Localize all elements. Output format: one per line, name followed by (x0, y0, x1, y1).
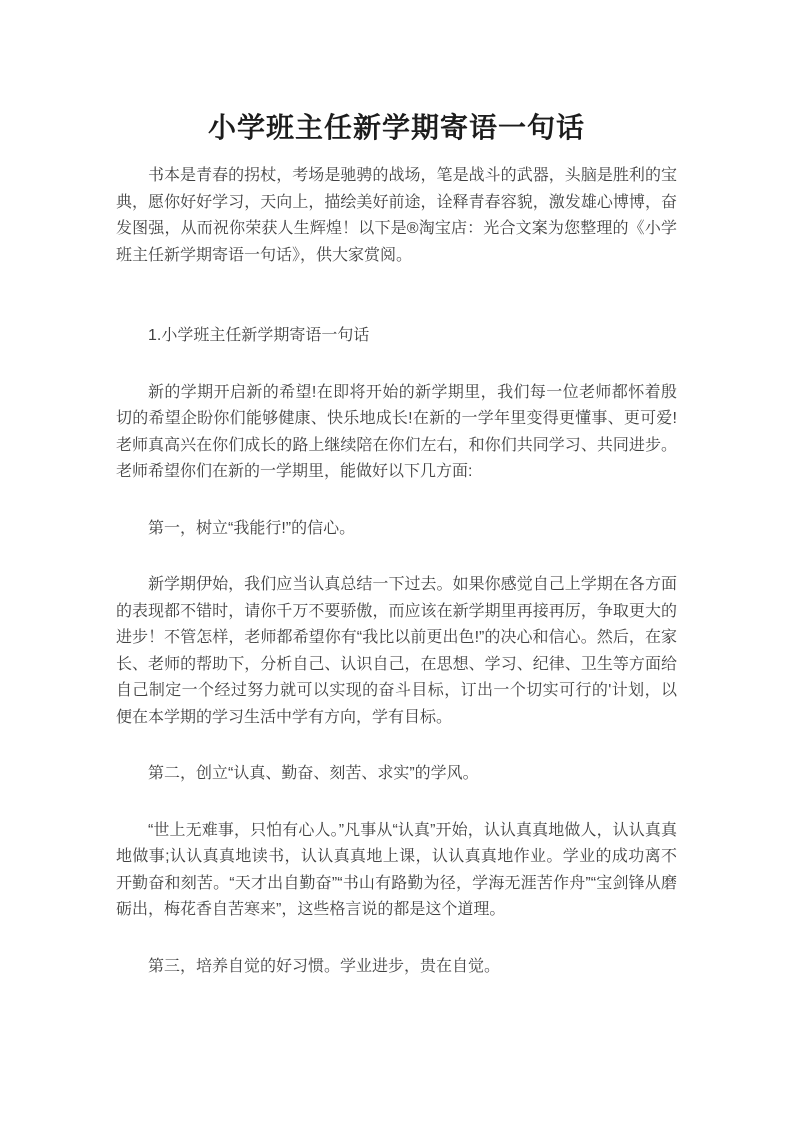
point-3-heading: 第三，培养自觉的好习惯。学业进步，贵在自觉。 (148, 957, 501, 975)
point-1-heading: 第一，树立“我能行!”的信心。 (148, 519, 356, 537)
point-2-heading: 第二，创立“认真、勤奋、刻苦、求实”的学风。 (148, 765, 479, 782)
section-heading-1: 1.小学班主任新学期寄语一句话 (148, 327, 370, 344)
paragraph-point-2-body: “世上无难事，只怕有心人。”凡事从“认真”开始，认认真真地做人，认认真真地做事;认认真真地读书，认认真真地上课，认认真真地作业。学业的成功离不开勤奋和刻苦。“天才出自勤奋”“书山有路勤为径，学海无涯苦作舟”“宝剑锋从磨砺出，梅花香自苦寒来”，这些格言说的都是这个道理。 (116, 821, 677, 918)
intro-paragraph: 书本是青春的拐杖，考场是驰骋的战场，笔是战斗的武器，头脑是胜利的宝典，愿你好好学习，天向上，描绘美好前途，诠释青春容貌，激发雄心博博，奋发图强，从而祝你荣获人生辉煌！以下是®淘宝店：光合文案为您整理的《小学班主任新学期寄语一句话》，供大家赏阅。 (116, 167, 677, 264)
paragraph-point-1-body: 新学期伊始，我们应当认真总结一下过去。如果你感觉自己上学期在各方面的表现都不错时，请你千万不要骄傲，而应该在新学期里再接再厉，争取更大的进步！不管怎样，老师都希望你有“我比以前更出色!”的决心和信心。然后，在家长、老师的帮助下，分析自己、认识自己，在思想、学习、纪律、卫生等方面给自己制定一个经过努力就可以实现的奋斗目标，订出一个切实可行的'计划，以便在本学期的学习生活中学有方向，学有目标。 (116, 576, 677, 726)
paragraph-new-semester-hope: 新的学期开启新的希望!在即将开始的新学期里，我们每一位老师都怀着殷切的希望企盼你们能够健康、快乐地成长!在新的一学年里变得更懂事、更可爱!老师真高兴在你们成长的路上继续陪在你们左右，和你们共同学习、共同进步。老师希望你们在新的一学期里，能做好以下几方面: (116, 383, 677, 480)
document-title: 小学班主任新学期寄语一句话 (207, 112, 585, 143)
